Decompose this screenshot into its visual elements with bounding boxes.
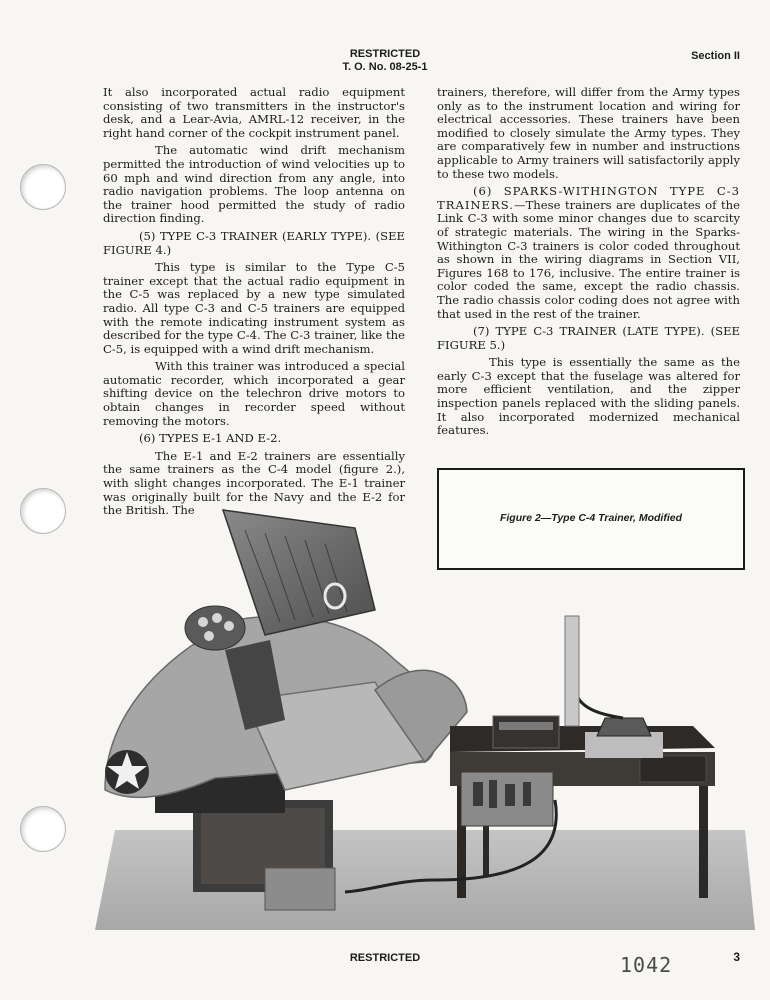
left-paragraph-2: The automatic wind drift mechanism permitted the introduction of wind velocities up to 60 mph and wind direction from any angle, into radio navigation problems. The loop antenna on the trainer hood permitted the study of radio direction finding.: [103, 143, 405, 226]
sparks-withington-paragraph: [437, 185, 740, 321]
page-stamp: 1042: [620, 953, 673, 977]
sparks-withington-text: —These trainers are duplicates of the Link C-3 with some minor changes due to scarcity of strategic materials. The wiring in the Sparks-Withington C-3 trainers is color coded throughout as shown in the wiring diagrams in Section VII, Figures 168 to 176, inclusive. The entire trainer is color coded the same, except the radio chassis. The radio chassis color coding does not agree with that used in the rest of the trainer.: [437, 197, 740, 321]
trainer-hood-open: [223, 510, 375, 635]
heading-type-c3-early: (5) TYPE C-3 TRAINER (EARLY TYPE). (SEE FIGURE 4.): [103, 228, 405, 257]
heading-sparks-withington: (6) SPARKS-WITHINGTON TYPE C-3 TRAINERS.: [437, 184, 740, 212]
page-number: 3: [733, 950, 740, 964]
binder-hole-top: [20, 164, 66, 210]
right-paragraph-1: trainers, therefore, will differ from the Army types only as to the instrument location and wiring for electrical accessories. These trainers have been modified to closely simulate the Army types. They are comparatively few in number and instructions applicable to Army trainers will satisfactorily apply to these two models.: [437, 85, 740, 181]
header-order-number: T. O. No. 08-25-1: [342, 61, 428, 73]
trainer-base-small-box: [265, 868, 335, 910]
figure-caption: Figure 2—Type C-4 Trainer, Modified: [499, 512, 683, 524]
binder-hole-middle: [20, 488, 66, 534]
heading-type-c3-late: (7) TYPE C-3 TRAINER (LATE TYPE). (SEE FIGURE 5.): [437, 324, 740, 352]
crab-plotter: [597, 718, 651, 736]
header-classification: RESTRICTED: [349, 48, 421, 60]
cable: [575, 622, 623, 718]
left-paragraph-3: This type is similar to the Type C-5 trainer except that the actual radio equipment in the C-5 was replaced by a new type simulated radio. All type C-3 and C-5 trainers are equipped with the remote indicating instrument system as described for the type C-4. The C-3 trainer, like the C-5, is equipped with a wind drift mechanism.: [103, 260, 405, 356]
heading-types-e1-e2: (6) TYPES E-1 AND E-2.: [139, 431, 282, 446]
left-paragraph-1: It also incorporated actual radio equipment consisting of two transmitters in the instructor's desk, and a Lear-Avia, AMRL-12 receiver, in the right hand corner of the cockpit instrument panel.: [103, 85, 405, 140]
left-column: [103, 86, 405, 522]
left-paragraph-5: The E-1 and E-2 trainers are essentially the same trainers as the C-4 model (figure 2.), with slight changes incorporated. The E-1 trainer was originally built for the Navy and the E-2 for the British. The: [103, 448, 405, 518]
right-paragraph-2: This type is essentially the same as the early C-3 except that the fuselage was altered for more efficient ventilation, and the zipper inspection panels replaced with the sliding panels. It also incorporated modernized mechanical features.: [437, 355, 740, 438]
desk-recorder-box: [493, 716, 559, 748]
page-header: [0, 48, 770, 74]
instructor-desk-top: [450, 726, 715, 752]
trainer-photograph: [95, 500, 755, 935]
binder-hole-bottom: [20, 806, 66, 852]
footer-classification: RESTRICTED: [349, 952, 421, 964]
instrument-panel: [185, 606, 245, 650]
left-paragraph-4: With this trainer was introduced a special automatic recorder, which incorporated a gear shifting device on the telechron drive motors to obtain changes in recorder speed without removing the motors.: [103, 359, 405, 428]
header-section: Section II: [691, 50, 740, 62]
right-column: [437, 86, 740, 442]
